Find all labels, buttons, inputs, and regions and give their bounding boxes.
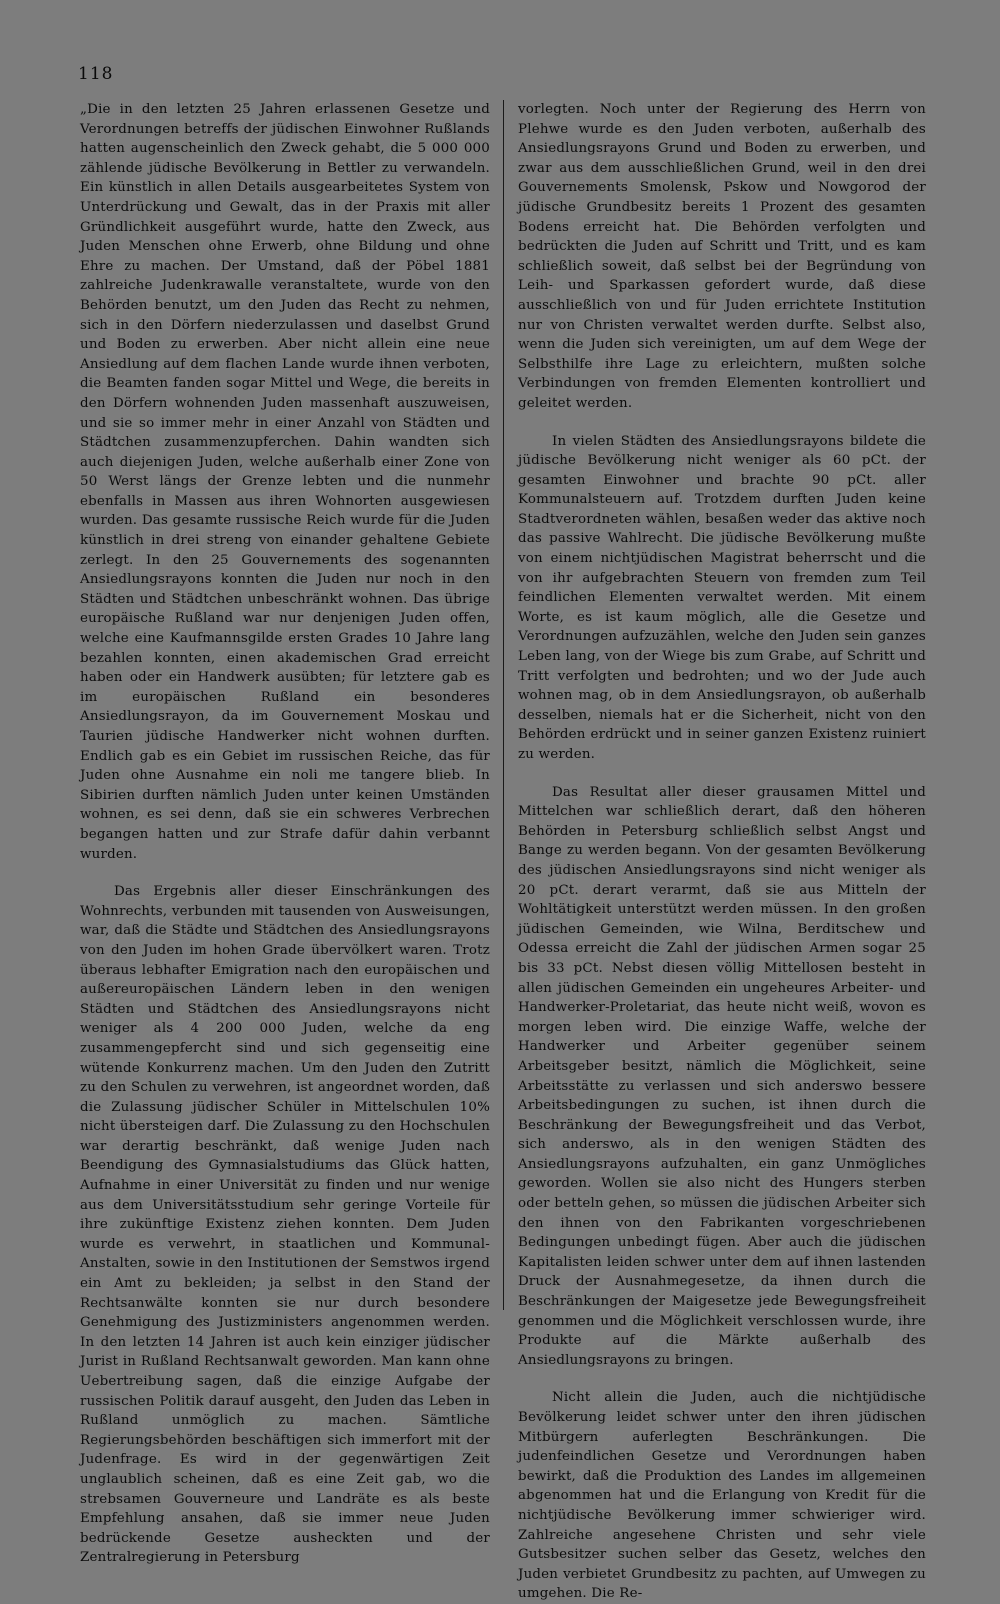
left-column	[80, 100, 490, 1568]
paragraph: „Die in den letzten 25 Jahren erlassenen Gesetze und Verordnungen betreffs der jüdischen Einwohner Rußlands hatten augenscheinlich den Zweck gehabt, die 5 000 000 zählende jüdische Bevölkerung in Bettler zu verwandeln. Ein künstlich in allen Details ausgearbeitetes System von Unterdrückung und Gewalt, das in der Praxis mit aller Gründlichkeit ausgeführt wurde, hatte den Zweck, aus Juden Menschen ohne Erwerb, ohne Bildung und ohne Ehre zu machen. Der Umstand, daß der Pöbel 1881 zahlreiche Judenkrawalle veranstaltete, wurde von den Behörden benutzt, um den Juden das Recht zu nehmen, sich in den Dörfern niederzulassen und daselbst Grund und Boden zu erwerben. Aber nicht allein eine neue Ansiedlung auf dem flachen Lande wurde ihnen verboten, die Beamten fanden sogar Mittel und Wege, die bereits in den Dörfern wohnenden Juden massenhaft auszuweisen, und sie so immer mehr in einer Anzahl von Städten und Städtchen zusammenzupferchen. Dahin wandten sich auch diejenigen Juden, welche außerhalb einer Zone von 50 Werst längs der Grenze lebten und die nunmehr ebenfalls in Massen aus ihren Wohnorten ausgewiesen wurden. Das gesamte russische Reich wurde für die Juden künstlich in drei streng von einander gehaltene Gebiete zerlegt. In den 25 Gouvernements des sogenannten Ansiedlungsrayons konnten die Juden nur noch in den Städten und Städtchen unbeschränkt wohnen. Das übrige europäische Rußland war nur denjenigen Juden offen, welche eine Kaufmannsgilde ersten Grades 10 Jahre lang bezahlen konnten, einen akademischen Grad erreicht haben oder ein Handwerk ausübten; für letztere gab es im europäischen Rußland ein besonderes Ansiedlungsrayon, da im Gouvernement Moskau und Taurien jüdische Handwerker nicht wohnen durften. Endlich gab es ein Gebiet im russischen Reiche, das für Juden ohne Ausnahme ein noli me tangere blieb. In Sibirien durften nämlich Juden unter keinen Umständen wohnen, es sei denn, daß sie ein schweres Verbrechen begangen hatten und zur Strafe dafür dahin verbannt wurden.	[80, 102, 490, 862]
paragraph: Das Resultat aller dieser grausamen Mittel und Mittelchen war schließlich derart, daß den höheren Behörden in Petersburg schließlich selbst Angst und Bange zu werden begann. Von der gesamten Bevölkerung des jüdischen Ansiedlungsrayons sind nicht weniger als 20 pCt. derart verarmt, daß sie aus Mitteln der Wohltätigkeit unterstützt werden müssen. In den großen jüdischen Gemeinden, wie Wilna, Berditschew und Odessa erreicht die Zahl der jüdischen Armen sogar 25 bis 33 pCt. Nebst diesen völlig Mittellosen besteht in allen jüdischen Gemeinden ein ungeheures Arbeiter- und Handwerker-Proletariat, das heute nicht weiß, wovon es morgen leben wird. Die einzige Waffe, welche der Handwerker und Arbeiter gegenüber seinem Arbeitsgeber besitzt, nämlich die Möglichkeit, seine Arbeitsstätte zu verlassen und sich anderswo bessere Arbeitsbedingungen zu suchen, ist ihnen durch die Beschränkung der Bewegungsfreiheit und das Verbot, sich anderswo, als in den wenigen Städten des Ansiedlungsrayons aufzuhalten, ein ganz Unmögliches geworden. Wollen sie also nicht des Hungers sterben oder betteln gehen, so müssen die jüdischen Arbeiter sich den ihnen von den Fabrikanten vorgeschriebenen Bedingungen unbedingt fügen. Aber auch die jüdischen Kapitalisten leiden schwer unter dem auf ihnen lastenden Druck der Ausnahmegesetze, da ihnen durch die Beschränkungen der Maigesetze jede Bewegungsfreiheit genommen und die Möglichkeit verschlossen wurde, ihre Produkte auf die Märkte außerhalb des Ansiedlungsrayons zu bringen.	[518, 784, 926, 1368]
paragraph: vorlegten. Noch unter der Regierung des Herrn von Plehwe wurde es den Juden verboten, außerhalb des Ansiedlungsrayons Grund und Boden zu erwerben, und zwar aus dem ausschließlichen Grund, weil in den drei Gouvernements Smolensk, Pskow und Nowgorod der jüdische Grundbesitz bereits 1 Prozent des gesamten Bodens erreicht hat. Die Behörden verfolgten und bedrückten die Juden auf Schritt und Tritt, und es kam schließlich soweit, daß selbst bei der Begründung von Leih- und Sparkassen gefordert wurde, daß diese ausschließlich von und für Juden errichtete Institution nur von Christen verwaltet werden durfte. Selbst also, wenn die Juden sich vereinigten, um auf dem Wege der Selbsthilfe ihre Lage zu erleichtern, mußten solche Verbindungen von fremden Elementen kontrolliert und geleitet werden.	[518, 102, 926, 411]
paragraph: In vielen Städten des Ansiedlungsrayons bildete die jüdische Bevölkerung nicht weniger als 60 pCt. der gesamten Einwohner und brachte 90 pCt. aller Kommunalsteuern auf. Trotzdem durften Juden keine Stadtverordneten wählen, besaßen weder das aktive noch das passive Wahlrecht. Die jüdische Bevölkerung mußte von einem nichtjüdischen Magistrat beherrscht und die von ihr aufgebrachten Steuern von fremden zum Teil feindlichen Elementen verwaltet werden. Mit einem Worte, es ist kaum möglich, alle die Gesetze und Verordnungen aufzuzählen, welche den Juden sein ganzes Leben lang, von der Wiege bis zum Grabe, auf Schritt und Tritt verfolgten und bedrohten; und wo der Jude auch wohnen mag, ob in dem Ansiedlungsrayon, ob außerhalb desselben, niemals hat er die Sicherheit, nicht von den Behörden erdrückt und in seiner ganzen Existenz ruiniert zu werden.	[518, 433, 926, 762]
right-column	[518, 100, 926, 1604]
paragraph: Nicht allein die Juden, auch die nichtjüdische Bevölkerung leidet schwer unter den ihren jüdischen Mitbürgern auferlegten Beschränkungen. Die judenfeindlichen Gesetze und Verordnungen haben bewirkt, daß die Produktion des Landes im allgemeinen abgenommen hat und die Erlangung von Kredit für die nichtjüdische Bevölkerung immer schwieriger wird. Zahlreiche angesehene Christen und sehr viele Gutsbesitzer suchen selber das Gesetz, welches den Juden verbietet Grundbesitz zu pachten, auf Umwegen zu umgehen. Die Re-	[518, 1390, 926, 1602]
paragraph: Das Ergebnis aller dieser Einschränkungen des Wohnrechts, verbunden mit tausenden von Ausweisungen, war, daß die Städte und Städtchen des Ansiedlungsrayons von den Juden im hohen Grade übervölkert waren. Trotz überaus lebhafter Emigration nach den europäischen und außereuropäischen Ländern leben in den wenigen Städten und Städtchen des Ansiedlungsrayons nicht weniger als 4 200 000 Juden, welche da eng zusammengepfercht sind und sich gegenseitig eine wütende Konkurrenz machen. Um den Juden den Zutritt zu den Schulen zu verwehren, ist angeordnet worden, daß die Zulassung jüdischer Schüler in Mittelschulen 10% nicht übersteigen darf. Die Zulassung zu den Hochschulen war derartig beschränkt, daß wenige Juden nach Beendigung des Gymnasialstudiums das Glück hatten, Aufnahme in einer Universität zu finden und nur wenige aus dem Universitätsstudium sehr geringe Vorteile für ihre zukünftige Existenz ziehen konnten. Dem Juden wurde es verwehrt, in staatlichen und Kommunal-Anstalten, sowie in den Institutionen der Semstwos irgend ein Amt zu bekleiden; ja selbst in den Stand der Rechtsanwälte konnten sie nur durch besondere Genehmigung des Justizministers angenommen werden. In den letzten 14 Jahren ist auch kein einziger jüdischer Jurist in Rußland Rechtsanwalt geworden. Man kann ohne Uebertreibung sagen, daß die einzige Aufgabe der russischen Politik darauf ausgeht, den Juden das Leben in Rußland unmöglich zu machen. Sämtliche Regierungsbehörden beschäftigen sich immerfort mit der Judenfrage. Es wird in der gegenwärtigen Zeit unglaublich scheinen, daß es eine Zeit gab, wo die strebsamen Gouverneure und Landräte es als beste Empfehlung ansahen, daß sie immer neue Juden bedrückende Gesetze ausheckten und der Zentralregierung in Petersburg	[80, 884, 491, 1566]
page-number: 118	[78, 64, 114, 84]
column-divider	[503, 100, 504, 1310]
